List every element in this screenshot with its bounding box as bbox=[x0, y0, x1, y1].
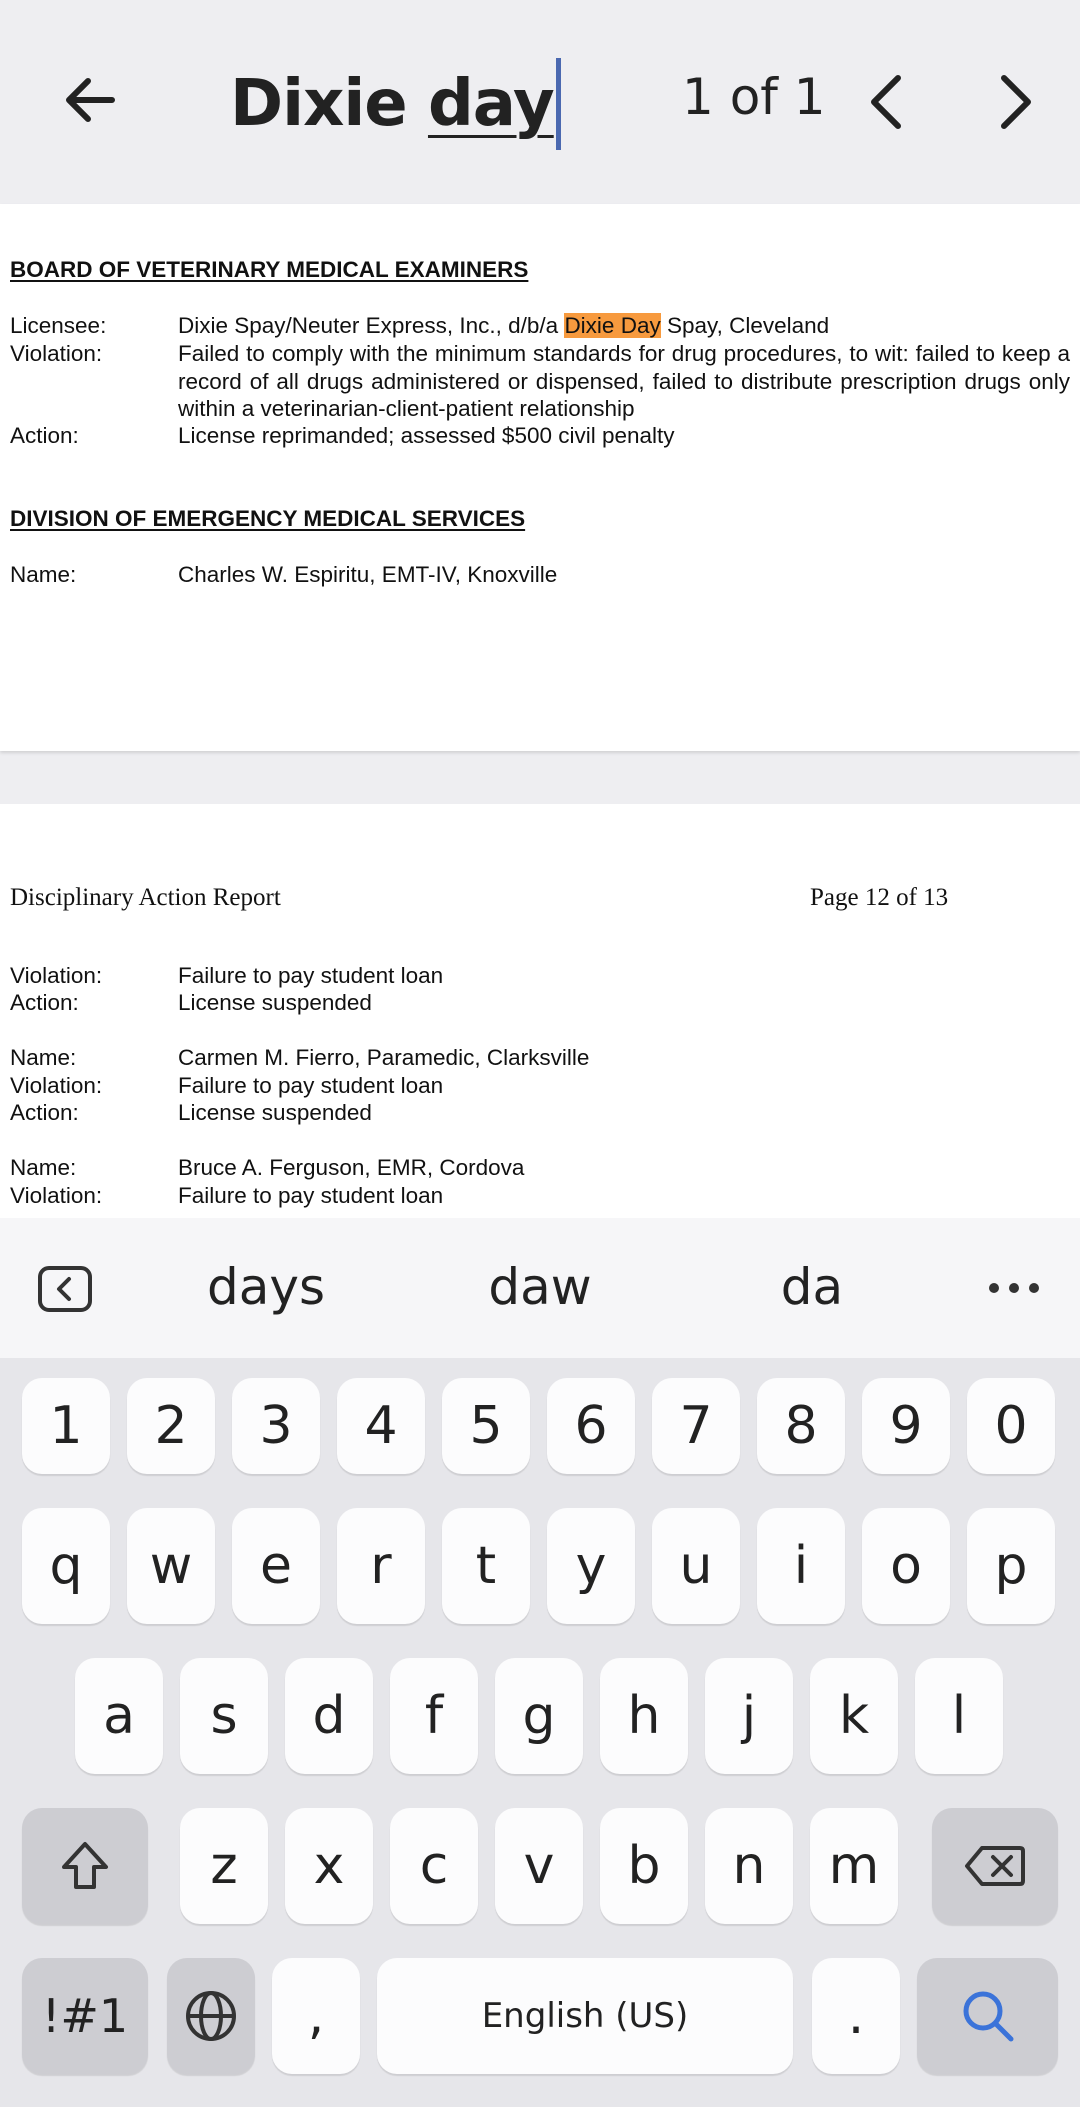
number-key[interactable]: 9 bbox=[862, 1378, 950, 1474]
suggestion-item[interactable]: days bbox=[206, 1258, 326, 1316]
document-page bbox=[0, 804, 1080, 1218]
chevron-right-icon bbox=[994, 72, 1038, 132]
number-key[interactable]: 0 bbox=[967, 1378, 1055, 1474]
search-query-text: Dixie bbox=[230, 67, 428, 141]
number-key[interactable]: 3 bbox=[232, 1378, 320, 1474]
find-in-document-bar bbox=[0, 0, 1080, 204]
number-key[interactable]: 8 bbox=[757, 1378, 845, 1474]
language-key[interactable] bbox=[167, 1958, 255, 2074]
letter-key[interactable]: h bbox=[600, 1658, 688, 1774]
previous-match-button[interactable] bbox=[846, 62, 926, 142]
keyboard-collapse-button[interactable] bbox=[34, 1258, 96, 1320]
back-button[interactable] bbox=[48, 58, 132, 142]
letter-key[interactable]: q bbox=[22, 1508, 110, 1624]
entry-value: Failure to pay student loan bbox=[178, 1073, 444, 1098]
letter-key[interactable]: z bbox=[180, 1808, 268, 1924]
match-counter: 1 of 1 bbox=[682, 68, 826, 126]
letter-key[interactable]: o bbox=[862, 1508, 950, 1624]
search-icon bbox=[959, 1987, 1017, 2045]
entry-value: Failure to pay student loan bbox=[178, 1183, 444, 1208]
violation-label: Violation: bbox=[10, 341, 103, 366]
entry-value: License suspended bbox=[178, 990, 372, 1015]
more-options-button[interactable] bbox=[982, 1266, 1046, 1310]
letter-key[interactable]: m bbox=[810, 1808, 898, 1924]
entry-label: Name: bbox=[10, 1045, 77, 1070]
next-match-button[interactable] bbox=[976, 62, 1056, 142]
letter-key[interactable]: r bbox=[337, 1508, 425, 1624]
action-value: License reprimanded; assessed $500 civil penalty bbox=[178, 423, 675, 448]
action-label: Action: bbox=[10, 423, 79, 448]
licensee-label: Licensee: bbox=[10, 313, 107, 338]
space-key[interactable]: English (US) bbox=[377, 1958, 793, 2074]
letter-key[interactable]: i bbox=[757, 1508, 845, 1624]
letter-key[interactable]: v bbox=[495, 1808, 583, 1924]
name-value: Charles W. Espiritu, EMT-IV, Knoxville bbox=[178, 562, 558, 587]
letter-key[interactable]: t bbox=[442, 1508, 530, 1624]
letter-key[interactable]: n bbox=[705, 1808, 793, 1924]
letter-key[interactable]: y bbox=[547, 1508, 635, 1624]
entry-label: Violation: bbox=[10, 1183, 103, 1208]
name-label: Name: bbox=[10, 562, 77, 587]
number-key[interactable]: 2 bbox=[127, 1378, 215, 1474]
letter-key[interactable]: a bbox=[75, 1658, 163, 1774]
letter-key[interactable]: x bbox=[285, 1808, 373, 1924]
entry-value: Carmen M. Fierro, Paramedic, Clarksville bbox=[178, 1045, 590, 1070]
search-key[interactable] bbox=[917, 1958, 1058, 2074]
number-key[interactable]: 4 bbox=[337, 1378, 425, 1474]
entry-value: Bruce A. Ferguson, EMR, Cordova bbox=[178, 1155, 525, 1180]
text-cursor bbox=[556, 58, 561, 150]
comma-key[interactable]: , bbox=[272, 1958, 360, 2074]
number-key[interactable]: 7 bbox=[652, 1378, 740, 1474]
entry-value: License suspended bbox=[178, 1100, 372, 1125]
chevron-left-icon bbox=[864, 72, 908, 132]
back-arrow-icon bbox=[60, 70, 120, 130]
letter-key[interactable]: b bbox=[600, 1808, 688, 1924]
letter-key[interactable]: k bbox=[810, 1658, 898, 1774]
violation-value: Failed to comply with the minimum standards for drug procedures, to wit: failed to keep a record of all drugs administered or dispensed, failed to distribute prescription drugs only within a veterinarian-client-patient relationship bbox=[178, 341, 1070, 421]
letter-key[interactable]: c bbox=[390, 1808, 478, 1924]
letter-key[interactable]: w bbox=[127, 1508, 215, 1624]
suggestion-item[interactable]: daw bbox=[488, 1258, 592, 1316]
number-key[interactable]: 1 bbox=[22, 1378, 110, 1474]
report-title: Disciplinary Action Report bbox=[10, 884, 281, 911]
letter-key[interactable]: s bbox=[180, 1658, 268, 1774]
letter-key[interactable]: u bbox=[652, 1508, 740, 1624]
number-key[interactable]: 5 bbox=[442, 1378, 530, 1474]
report-page-number: Page 12 of 13 bbox=[810, 884, 949, 911]
keyboard-suggestion-bar bbox=[0, 1218, 1080, 1358]
letter-key[interactable]: d bbox=[285, 1658, 373, 1774]
search-query-composing: day bbox=[427, 67, 554, 141]
entry-label: Violation: bbox=[10, 963, 103, 988]
on-screen-keyboard bbox=[0, 1358, 1080, 2107]
entry-label: Action: bbox=[10, 990, 79, 1015]
entry-label: Name: bbox=[10, 1155, 77, 1180]
section-heading-ems: DIVISION OF EMERGENCY MEDICAL SERVICES bbox=[10, 506, 526, 531]
period-key[interactable]: . bbox=[812, 1958, 900, 2074]
letter-key[interactable]: p bbox=[967, 1508, 1055, 1624]
licensee-value: Dixie Spay/Neuter Express, Inc., d/b/a Dixie Day Spay, Cleveland bbox=[178, 313, 830, 338]
globe-icon bbox=[184, 1989, 238, 2043]
entry-label: Action: bbox=[10, 1100, 79, 1125]
document-page bbox=[0, 204, 1080, 751]
backspace-icon bbox=[964, 1844, 1026, 1888]
letter-key[interactable]: g bbox=[495, 1658, 583, 1774]
more-dots-icon bbox=[988, 1282, 1040, 1294]
shift-icon bbox=[58, 1839, 112, 1893]
letter-key[interactable]: j bbox=[705, 1658, 793, 1774]
letter-key[interactable]: e bbox=[232, 1508, 320, 1624]
shift-key[interactable] bbox=[22, 1808, 148, 1924]
backspace-key[interactable] bbox=[932, 1808, 1058, 1924]
letter-key[interactable]: f bbox=[390, 1658, 478, 1774]
symbols-key[interactable]: !#1 bbox=[22, 1958, 148, 2074]
section-heading-veterinary: BOARD OF VETERINARY MEDICAL EXAMINERS bbox=[10, 257, 529, 282]
number-key[interactable]: 6 bbox=[547, 1378, 635, 1474]
suggestion-item[interactable]: da bbox=[780, 1258, 844, 1316]
search-input[interactable] bbox=[230, 56, 561, 152]
entry-label: Violation: bbox=[10, 1073, 103, 1098]
search-match-highlight: Dixie Day bbox=[564, 313, 661, 338]
letter-key[interactable]: l bbox=[915, 1658, 1003, 1774]
entry-value: Failure to pay student loan bbox=[178, 963, 444, 988]
keyboard-collapse-icon bbox=[37, 1265, 93, 1313]
